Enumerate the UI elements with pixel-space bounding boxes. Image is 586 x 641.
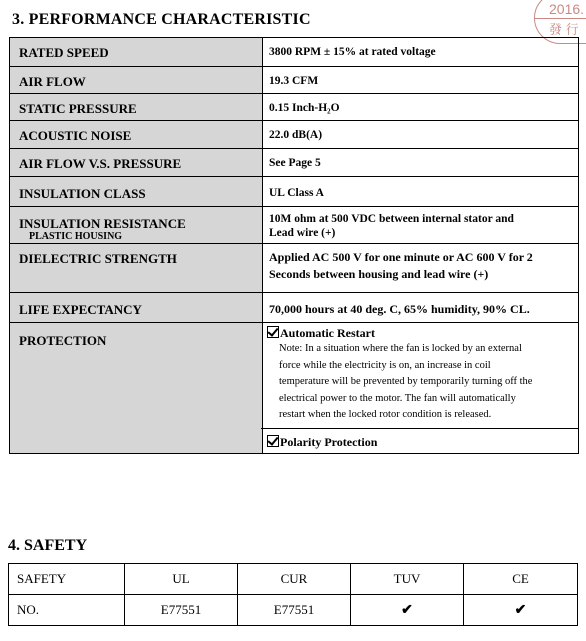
row-acoustic-noise <box>10 121 579 149</box>
safety-header-cell: CUR <box>238 564 351 595</box>
row-static-pressure <box>10 94 579 121</box>
safety-header-cell: SAFETY <box>9 564 125 595</box>
protection-label: PROTECTION <box>10 323 263 454</box>
safety-data-row <box>9 595 578 626</box>
note-line: temperature will be prevented by temporarily turning off the <box>279 376 533 388</box>
insulation-class-value: UL Class A <box>263 177 579 207</box>
rated-speed-label: RATED SPEED <box>10 38 263 67</box>
safety-cell: E77551 <box>238 595 351 626</box>
polarity-item <box>261 428 578 450</box>
insulation-resistance-value-line2: Lead wire (+) <box>269 227 336 239</box>
air-flow-vs-pressure-value: See Page 5 <box>263 149 579 177</box>
polarity-title: Polarity Protection <box>280 434 378 449</box>
insulation-resistance-cell <box>10 207 263 244</box>
insulation-resistance-value-line1: 10M ohm at 500 VDC between internal stator and <box>269 213 514 225</box>
safety-header-cell: CE <box>464 564 578 595</box>
checkmark-icon: ✔ <box>464 595 578 626</box>
life-expectancy-value: 70,000 hours at 40 deg. C, 65% humidity, 90% CL. <box>263 293 579 323</box>
performance-table <box>9 37 579 454</box>
rated-speed-value: 3800 RPM ± 15% at rated voltage <box>263 38 579 67</box>
auto-restart-item <box>267 326 578 341</box>
safety-header-cell: UL <box>125 564 238 595</box>
insulation-resistance-cell-value <box>263 207 579 244</box>
static-pressure-label: STATIC PRESSURE <box>10 94 263 121</box>
note-line: electrical power to the motor. The fan will automatically <box>279 392 516 404</box>
static-pressure-value: 0.15 Inch-H₂O <box>263 94 579 121</box>
auto-restart-note <box>267 341 578 424</box>
dielectric-strength-value-line2: Seconds between housing and lead wire (+) <box>269 267 489 281</box>
checkmark-icon: ✔ <box>351 595 464 626</box>
note-line: Note: In a situation where the fan is locked by an external <box>279 343 522 354</box>
safety-cell: NO. <box>9 595 125 626</box>
row-air-flow-vs-pressure <box>10 149 579 177</box>
insulation-resistance-sublabel: PLASTIC HOUSING <box>29 231 123 242</box>
auto-restart-title: Automatic Restart <box>280 326 375 340</box>
note-line: force while the electricity is on, an increase in coil <box>279 359 491 371</box>
air-flow-vs-pressure-label: AIR FLOW V.S. PRESSURE <box>10 149 263 177</box>
row-dielectric-strength <box>10 244 579 293</box>
air-flow-value: 19.3 CFM <box>263 67 579 94</box>
acoustic-noise-value: 22.0 dB(A) <box>263 121 579 149</box>
life-expectancy-label: LIFE EXPECTANCY <box>10 293 263 323</box>
safety-table <box>8 563 578 626</box>
note-line: restart when the locked rotor condition is released. <box>279 409 492 421</box>
safety-header-cell: TUV <box>351 564 464 595</box>
stamp-date: 2016. <box>549 1 585 17</box>
stamp-text: 發 行 <box>549 22 579 37</box>
protection-cell-value <box>263 323 579 454</box>
insulation-resistance-label: INSULATION RESISTANCE <box>19 216 186 231</box>
dielectric-strength-cell-value <box>263 244 579 293</box>
safety-cell: E77551 <box>125 595 238 626</box>
checkbox-checked-icon <box>267 326 279 338</box>
insulation-class-label: INSULATION CLASS <box>10 177 263 207</box>
checkbox-checked-icon <box>267 435 279 447</box>
row-insulation-class <box>10 177 579 207</box>
row-protection <box>10 323 579 454</box>
row-rated-speed <box>10 38 579 67</box>
air-flow-label: AIR FLOW <box>10 67 263 94</box>
row-life-expectancy <box>10 293 579 323</box>
row-insulation-resistance <box>10 207 579 244</box>
dielectric-strength-label: DIELECTRIC STRENGTH <box>10 244 263 293</box>
row-air-flow <box>10 67 579 94</box>
performance-section-title: 3. PERFORMANCE CHARACTERISTIC <box>12 11 311 28</box>
safety-header-row <box>9 564 578 595</box>
dielectric-strength-value-line1: Applied AC 500 V for one minute or AC 600 V for 2 <box>269 250 533 264</box>
acoustic-noise-label: ACOUSTIC NOISE <box>10 121 263 149</box>
safety-section-title: 4. SAFETY <box>8 537 88 554</box>
